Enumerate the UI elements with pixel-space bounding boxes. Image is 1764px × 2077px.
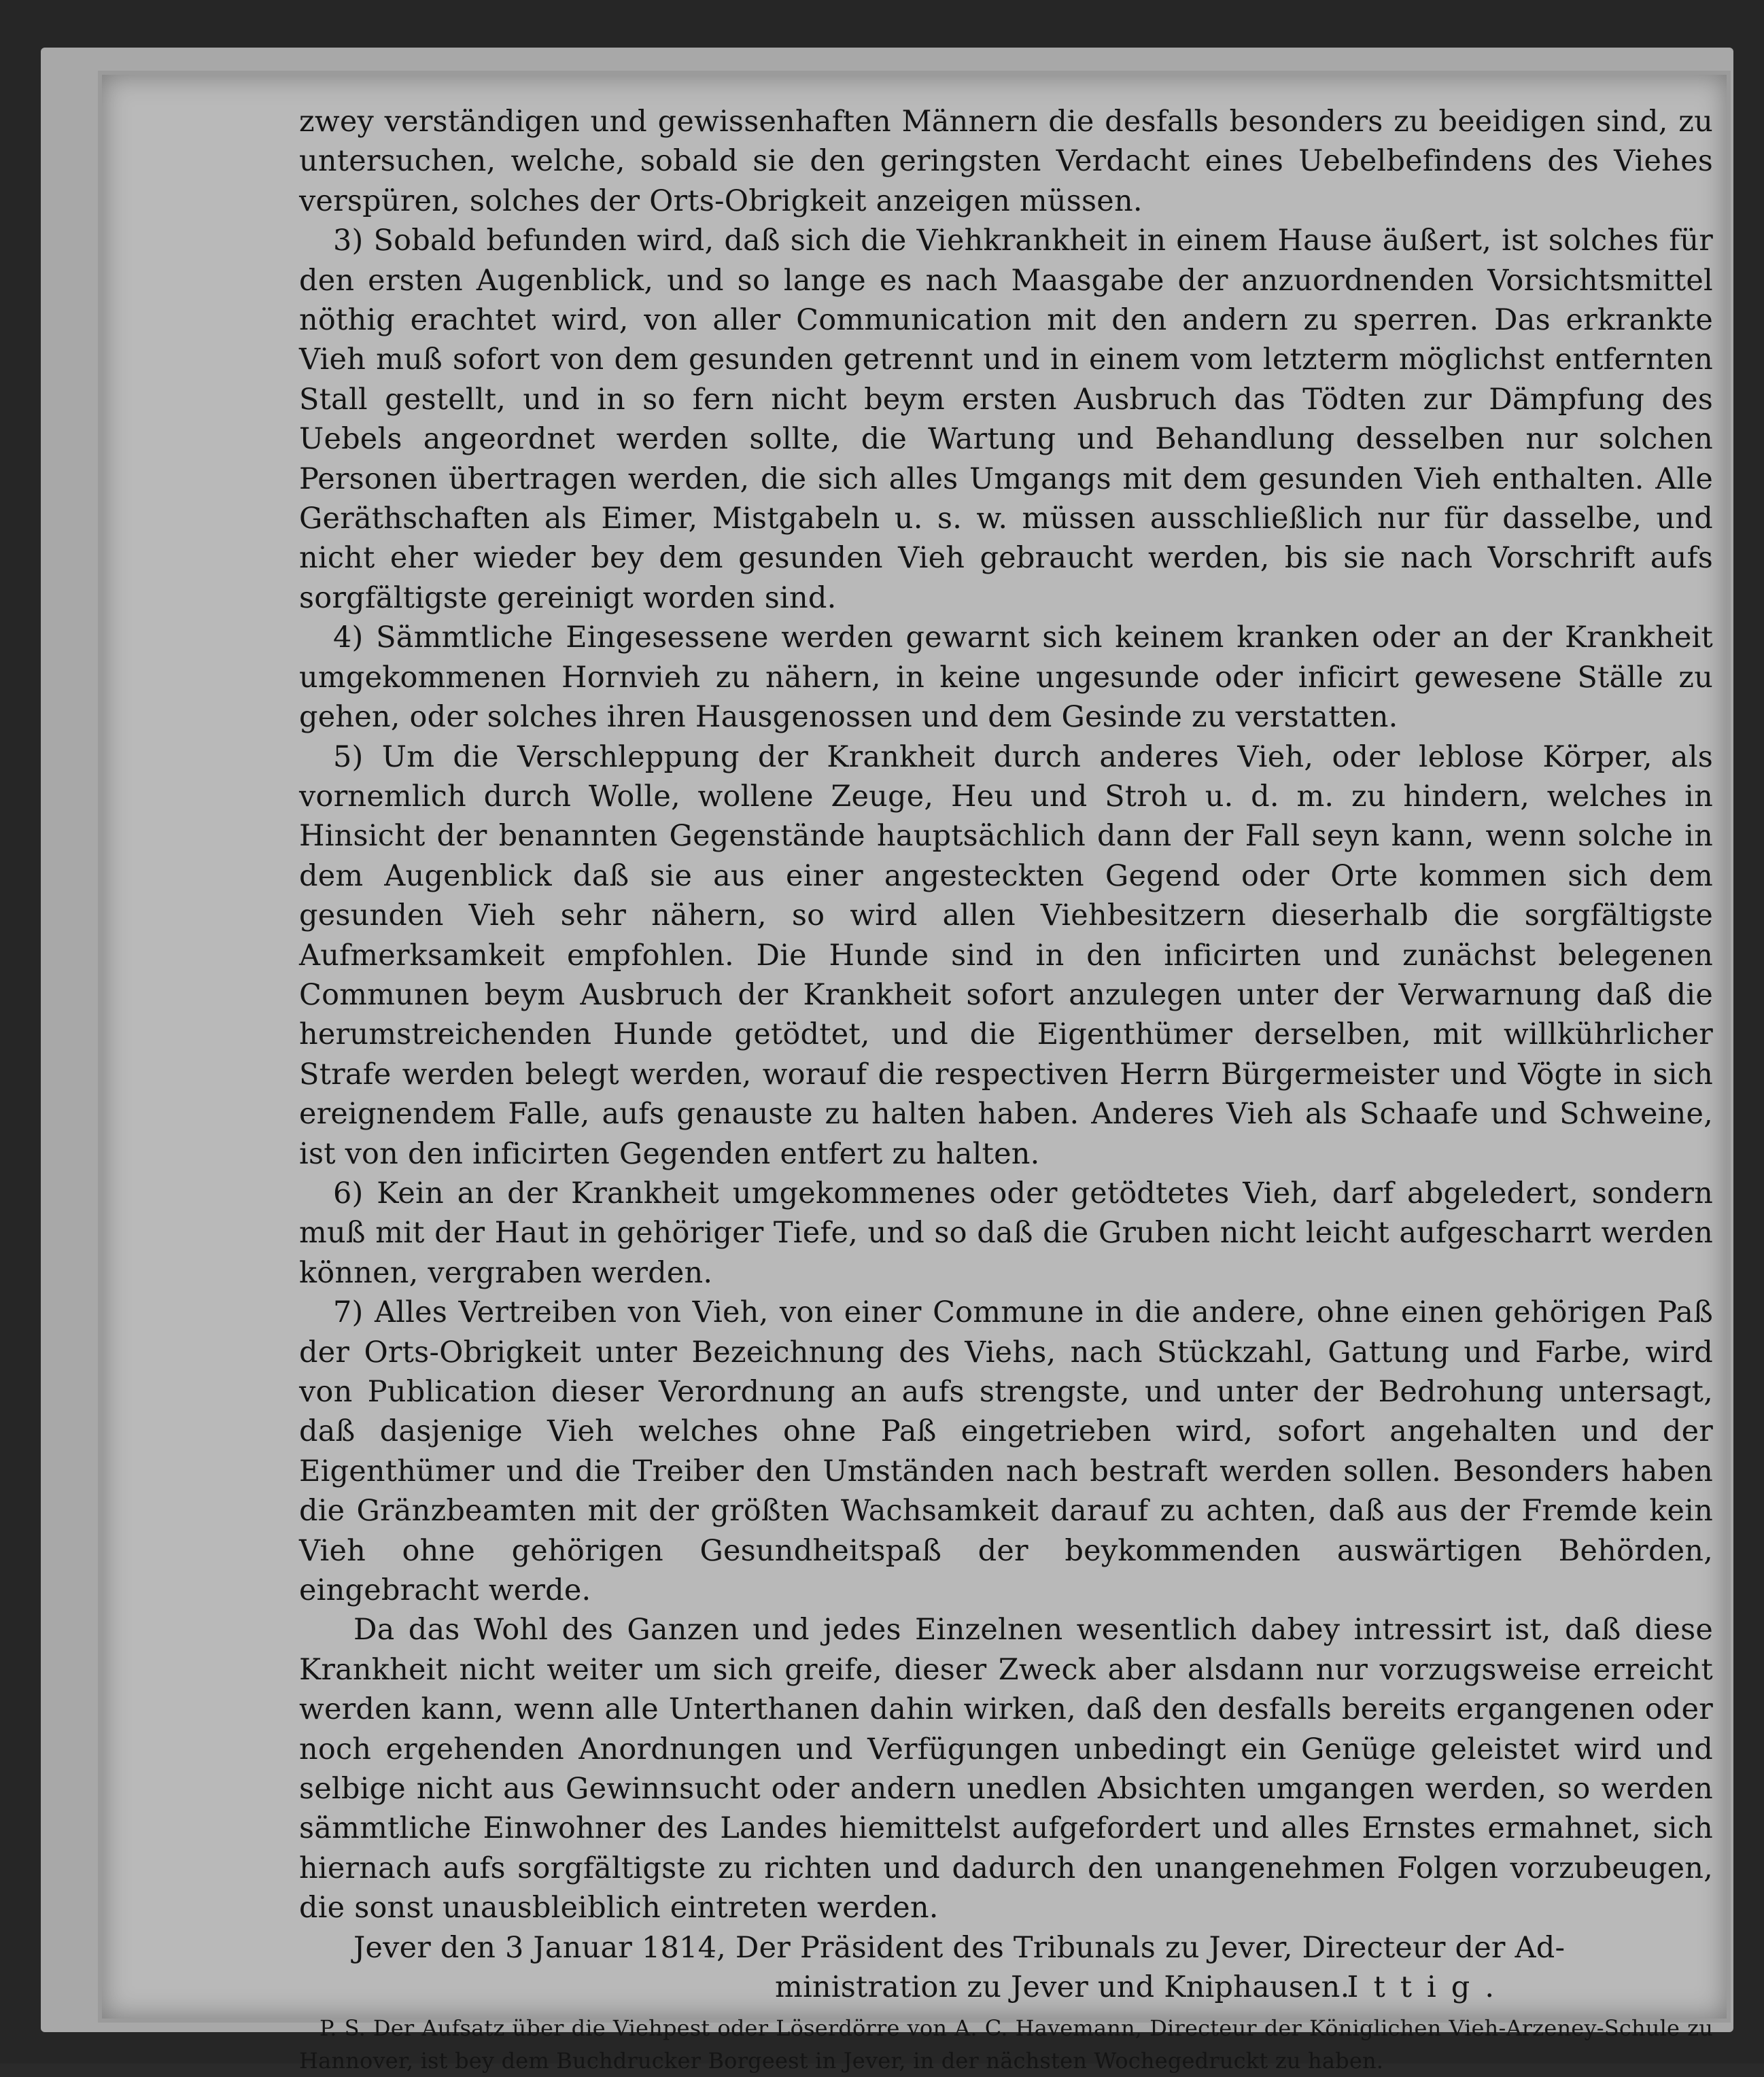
paragraph-6: 6) Kein an der Krankheit umgekommenes oder getödtetes Vieh, darf abgeledert, sondern muß mit der Haut in gehöriger Tiefe, und so daß die Gruben nicht leicht aufgescharrt werden können, vergraben werden.	[299, 1176, 1713, 1290]
signature: Ittig.	[1347, 1970, 1509, 2005]
postscript: P. S. Der Aufsatz über die Viehpest oder Löserdörre von A. C. Havemann, Directeur der Königlichen Vieh-Arzeney-Schule zu Hannover, ist bey dem Buchdrucker Borgeest in Jever, in der nächsten Wochegedruckt zu haben.	[299, 2014, 1713, 2074]
date-line: Jever den 3 Januar 1814, Der Präsident des Tribunals zu Jever, Directeur der Ad-	[353, 1930, 1566, 1965]
paragraph-continuation: zwey verständigen und gewissenhaften Männern die desfalls besonders zu beeidigen sind, zu untersuchen, welche, sobald sie den geringsten Verdacht eines Uebelbefindens des Viehes verspüren, solches der Orts-Obrigkeit anzeigen müssen.	[299, 105, 1713, 218]
signature-line	[299, 1968, 1713, 2007]
paragraph-7: 7) Alles Vertreiben von Vieh, von einer Commune in die andere, ohne einen gehörigen Paß der Orts-Obrigkeit unter Bezeichnung des Viehs, nach Stückzahl, Gattung und Farbe, wird von Publication dieser Verordnung an aufs strengste, und unter der Bedrohung untersagt, daß dasjenige Vieh welches ohne Paß eingetrieben wird, sofort angehalten und der Eigenthümer und die Treiber den Umständen nach bestraft werden sollen. Besonders haben die Gränzbeamten mit der größten Wachsamkeit darauf zu achten, daß aus der Fremde kein Vieh ohne gehörigen Gesundheitspaß der beykommenden auswärtigen Behörden, eingebracht werde.	[299, 1295, 1713, 1608]
paragraph-4: 4) Sämmtliche Eingesessene werden gewarnt sich keinem kranken oder an der Krankheit umgekommenen Hornvieh zu nähern, in keine ungesunde oder inficirt gewesene Ställe zu gehen, oder solches ihren Hausgenossen und dem Gesinde zu verstatten.	[299, 621, 1713, 735]
paragraph-3: 3) Sobald befunden wird, daß sich die Viehkrankheit in einem Hause äußert, ist solches für den ersten Augenblick, und so lange es nach Maasgabe der anzuordnenden Vorsichtsmittel nöthig erachtet wird, von aller Communication mit den andern zu sperren. Das erkrankte Vieh muß sofort von dem gesunden getrennt und in einem vom letzterm möglichst entfernten Stall gestellt, und in so fern nicht beym ersten Ausbruch das Tödten zur Dämpfung des Uebels angeordnet werden sollte, die Wartung und Behandlung desselben nur solchen Personen übertragen werden, die sich alles Umgangs mit dem gesunden Vieh enthalten. Alle Geräthschaften als Eimer, Mistgabeln u. s. w. müssen ausschließlich nur für dasselbe, und nicht eher wieder bey dem gesunden Vieh gebraucht werden, bis sie nach Vorschrift aufs sorgfältigste gereinigt worden sind.	[299, 224, 1713, 615]
administration-title: ministration zu Jever und Kniphausen.	[775, 1970, 1350, 2005]
document-text	[299, 102, 1713, 2077]
paragraph-5: 5) Um die Verschleppung der Krankheit durch anderes Vieh, oder leblose Körper, als vornemlich durch Wolle, wollene Zeuge, Heu und Stroh u. d. m. zu hindern, welches in Hinsicht der benannten Gegenstände hauptsächlich dann der Fall seyn kann, wenn solche in dem Augenblick daß sie aus einer angesteckten Gegend oder Orte kommen sich dem gesunden Vieh sehr nähern, so wird allen Viehbesitzern dieserhalb die sorgfältigste Aufmerksamkeit empfohlen. Die Hunde sind in den inficirten und zunächst belegenen Communen beym Ausbruch der Krankheit sofort anzulegen unter der Verwarnung daß die herumstreichenden Hunde getödtet, und die Eigenthümer derselben, mit willkührlicher Strafe werden belegt werden, worauf die respectiven Herrn Bürgermeister und Vögte in sich ereignendem Falle, aufs genauste zu halten haben. Anderes Vieh als Schaafe und Schweine, ist von den inficirten Gegenden entfert zu halten.	[299, 739, 1713, 1171]
paragraph-closing: Da das Wohl des Ganzen und jedes Einzelnen wesentlich dabey intressirt ist, daß diese Krankheit nicht weiter um sich greife, dieser Zweck aber alsdann nur vorzugsweise erreicht werden kann, wenn alle Unterthanen dahin wirken, daß den desfalls bereits ergangenen oder noch ergehenden Anordnungen und Verfügungen unbedingt ein Genüge geleistet wird und selbige nicht aus Gewinnsucht oder andern unedlen Absichten umgangen werden, so werden sämmtliche Einwohner des Landes hiemittelst aufgefordert und alles Ernstes ermahnet, sich hiernach aufs sorgfältigste zu richten und dadurch den unangenehmen Folgen vorzubeugen, die sonst unausbleiblich eintreten werden.	[299, 1613, 1713, 1925]
